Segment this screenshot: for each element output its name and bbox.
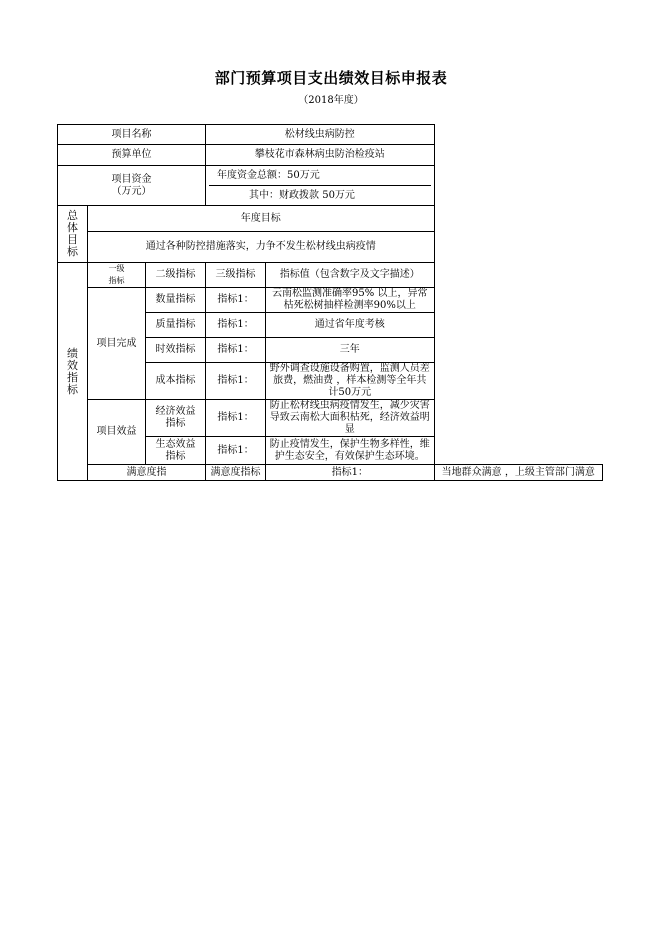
table-row (58, 400, 603, 437)
level3-cell: 指标1： (206, 338, 266, 363)
annual-goal-header: 年度目标 (88, 206, 435, 232)
value-cell: 当地群众满意 ，上级主管部门满意 (434, 465, 602, 481)
budget-unit-label: 预算单位 (58, 145, 206, 166)
annual-goal-text: 通过各种防控措施落实，力争不发生松材线虫病疫情 (88, 232, 435, 263)
value-cell: 野外调查设施设备购置，监测人员差旅费，燃油费 ，样本检测等全年共计50万元 (266, 363, 434, 400)
project-name-label: 项目名称 (58, 125, 206, 145)
performance-target-table (57, 124, 603, 481)
level2-cell: 时效指标 (146, 338, 206, 363)
year-subtitle: （2018年度） (298, 95, 364, 106)
funds-total: 年度资金总额：50万元 (209, 166, 430, 186)
value-cell: 三年 (266, 338, 434, 363)
funds-label-line2: （万元） (111, 185, 152, 197)
overall-goal-label: 总 体 目 标 (58, 206, 88, 263)
funds-fiscal: 其中：财政拨款 50万元 (249, 190, 355, 201)
level1-project-completion: 项目完成 (88, 288, 146, 400)
table-row (58, 288, 603, 313)
level3-cell: 指标1： (206, 400, 266, 437)
level2-cell: 成本指标 (146, 363, 206, 400)
level3-cell: 指标1： (206, 288, 266, 313)
value-cell: 通过省年度考核 (266, 313, 434, 338)
level1-satisfaction: 满意度指 (88, 465, 206, 481)
level1-header: 一级 指标 (88, 263, 146, 288)
value-cell: 防止疫情发生，保护生物多样性，维护生态安全，有效保护生态环境。 (266, 437, 434, 465)
level3-header: 三级指标 (206, 263, 266, 288)
level1-project-benefit: 项目效益 (88, 400, 146, 465)
level3-cell: 指标1： (266, 465, 434, 481)
level2-cell: 生态效益 指标 (146, 437, 206, 465)
level2-cell: 质量指标 (146, 313, 206, 338)
level3-cell: 指标1： (206, 363, 266, 400)
overall-goal-header-row (58, 206, 603, 232)
table-row (58, 465, 603, 481)
budget-unit-row (58, 145, 603, 166)
budget-unit-value: 攀枝花市森林病虫防治检疫站 (206, 145, 434, 166)
value-cell: 防止松材线虫病疫情发生，减少灾害导致云南松大面积枯死，经济效益明显 (266, 400, 434, 437)
perf-indicators-label: 绩 效 指 标 (58, 263, 88, 481)
level2-cell: 数量指标 (146, 288, 206, 313)
value-header: 指标值（包含数字及文字描述） (266, 263, 434, 288)
page-title: 部门预算项目支出绩效目标申报表 (214, 69, 448, 87)
perf-header-row (58, 263, 603, 288)
level2-cell: 经济效益 指标 (146, 400, 206, 437)
project-name-row (58, 125, 603, 145)
funds-row (58, 166, 603, 206)
level2-cell: 满意度指标 (206, 465, 266, 481)
overall-goal-text-row (58, 232, 603, 263)
level3-cell: 指标1： (206, 313, 266, 338)
level3-cell: 指标1： (206, 437, 266, 465)
project-name-value: 松材线虫病防控 (206, 125, 434, 145)
funds-values (206, 166, 434, 206)
funds-label-line1: 项目资金 (111, 173, 152, 185)
value-cell: 云南松监测准确率95% 以上，异常枯死松树抽样检测率90%以上 (266, 288, 434, 313)
funds-label (58, 166, 206, 206)
level2-header: 二级指标 (146, 263, 206, 288)
